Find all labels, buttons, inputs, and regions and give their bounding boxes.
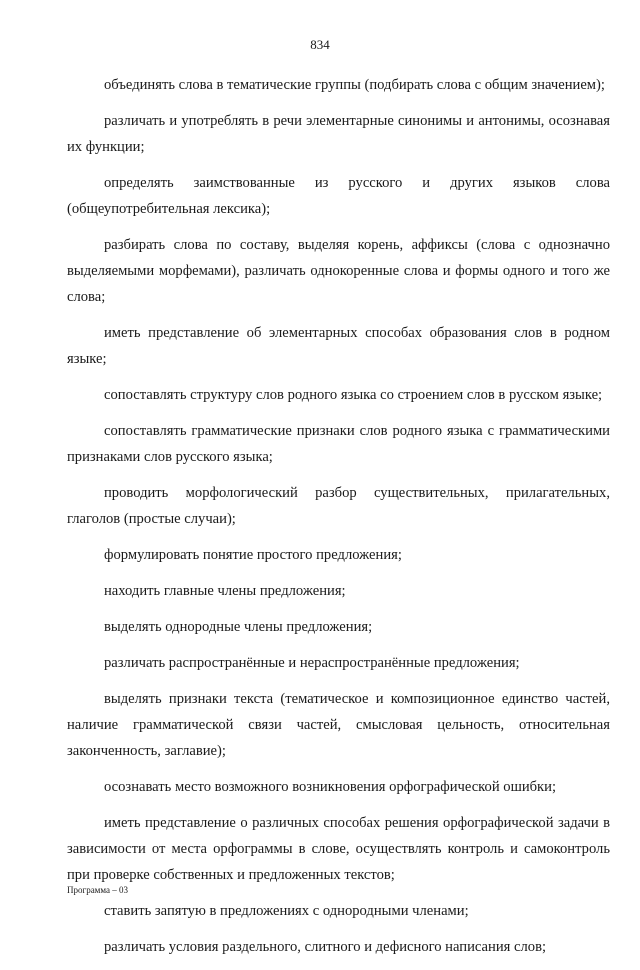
list-item: различать условия раздельного, слитного и дефисного написания слов;	[104, 939, 547, 955]
list-item: выделять однородные члены предложения;	[104, 619, 373, 635]
list-item: ставить запятую в предложениях с однородными членами;	[104, 903, 469, 919]
list-item: определять заимствованные из русского и других языков слова (общеупотребительная лексика);	[67, 175, 610, 217]
list-item: различать распространённые и нераспространённые предложения;	[104, 655, 520, 671]
page-footer: Программа – 03	[67, 885, 129, 895]
list-item: иметь представление о различных способах решения орфографической задачи в зависимости от места орфограммы в слове, осуществлять контроль и самоконтроль при проверке собственных и предложенных текстов;	[67, 815, 610, 883]
list-item: сопоставлять грамматические признаки слов родного языка с грамматическими признаками слов русского языка;	[67, 423, 610, 465]
list-item: объединять слова в тематические группы (подбирать слова с общим значением);	[104, 77, 605, 93]
list-item: формулировать понятие простого предложения;	[104, 547, 402, 563]
list-item: иметь представление об элементарных способах образования слов в родном языке;	[67, 325, 610, 367]
list-item: находить главные члены предложения;	[104, 583, 346, 599]
page-number: 834	[310, 37, 330, 52]
list-item: сопоставлять структуру слов родного языка со строением слов в русском языке;	[104, 387, 603, 403]
list-item: осознавать место возможного возникновения орфографической ошибки;	[104, 779, 557, 795]
document-body	[67, 72, 610, 970]
list-item: различать и употреблять в речи элементарные синонимы и антонимы, осознавая их функции;	[67, 113, 610, 155]
list-item: проводить морфологический разбор существительных, прилагательных, глаголов (простые случаи);	[67, 485, 610, 527]
list-item: выделять признаки текста (тематическое и композиционное единство частей, наличие грамматической связи частей, смысловая цельность, относительная законченность, заглавие);	[67, 691, 610, 759]
list-item: разбирать слова по составу, выделяя корень, аффиксы (слова с однозначно выделяемыми морфемами), различать однокоренные слова и формы одного и того же слова;	[67, 237, 610, 305]
